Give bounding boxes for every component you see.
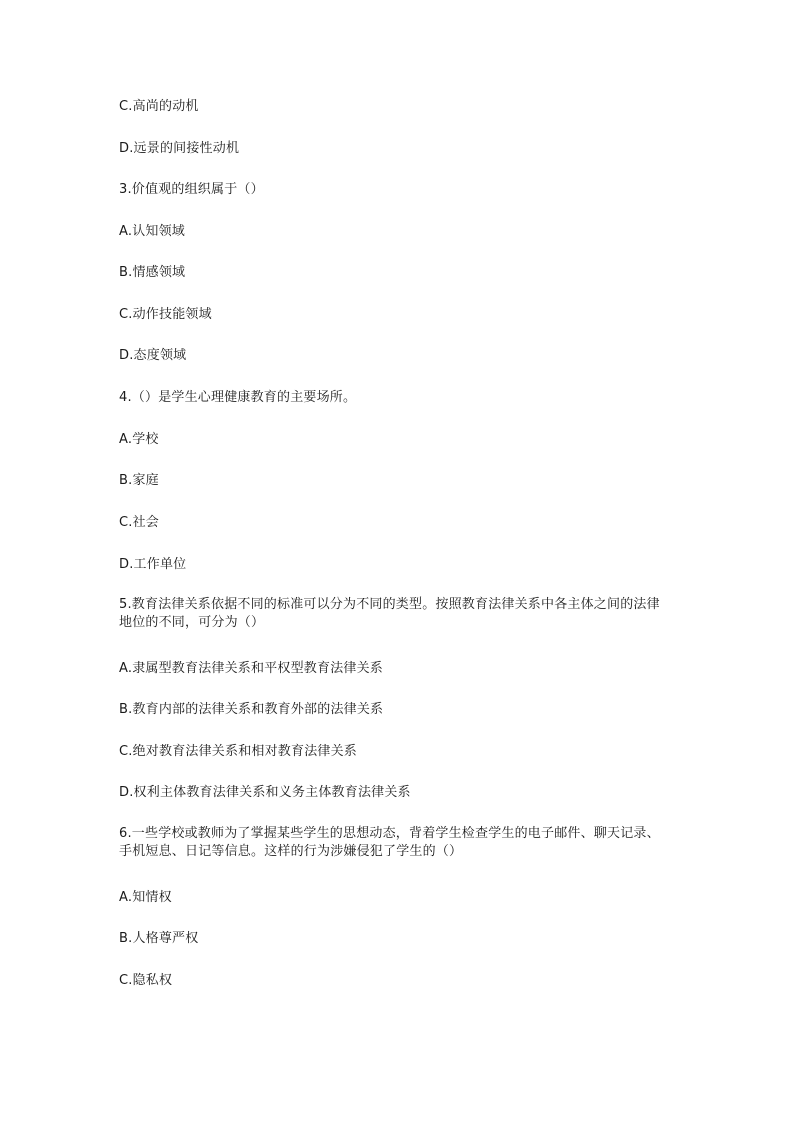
option-d-q3: D.态度领域 bbox=[119, 348, 187, 363]
question-5: 5.教育法律关系依据不同的标准可以分为不同的类型。按照教育法律关系中各主体之间的法律地位的不同，可分为（） bbox=[119, 597, 660, 630]
question-6: 6.一些学校或教师为了掌握某些学生的思想动态，背着学生检查学生的电子邮件、聊天记录、手机短息、日记等信息。这样的行为涉嫌侵犯了学生的（） bbox=[119, 826, 660, 859]
option-a-q6: A.知情权 bbox=[119, 890, 172, 905]
option-c-q6: C.隐私权 bbox=[119, 973, 173, 988]
question-4: 4.（）是学生心理健康教育的主要场所。 bbox=[119, 390, 357, 405]
option-a-q4: A.学校 bbox=[119, 432, 159, 447]
option-a-q5: A.隶属型教育法律关系和平权型教育法律关系 bbox=[119, 661, 383, 676]
option-d-q2: D.远景的间接性动机 bbox=[119, 141, 240, 156]
question-3: 3.价值观的组织属于（） bbox=[119, 182, 264, 197]
option-b-q6: B.人格尊严权 bbox=[119, 931, 199, 946]
option-c-q3: C.动作技能领域 bbox=[119, 307, 212, 322]
option-b-q3: B.情感领域 bbox=[119, 265, 186, 280]
option-b-q5: B.教育内部的法律关系和教育外部的法律关系 bbox=[119, 702, 384, 717]
option-a-q3: A.认知领域 bbox=[119, 224, 185, 239]
option-c-q5: C.绝对教育法律关系和相对教育法律关系 bbox=[119, 744, 358, 759]
option-b-q4: B.家庭 bbox=[119, 473, 159, 488]
option-d-q4: D.工作单位 bbox=[119, 557, 187, 572]
option-c-q2: C.高尚的动机 bbox=[119, 99, 199, 114]
option-d-q5: D.权利主体教育法律关系和义务主体教育法律关系 bbox=[119, 785, 411, 800]
option-c-q4: C.社会 bbox=[119, 515, 160, 530]
